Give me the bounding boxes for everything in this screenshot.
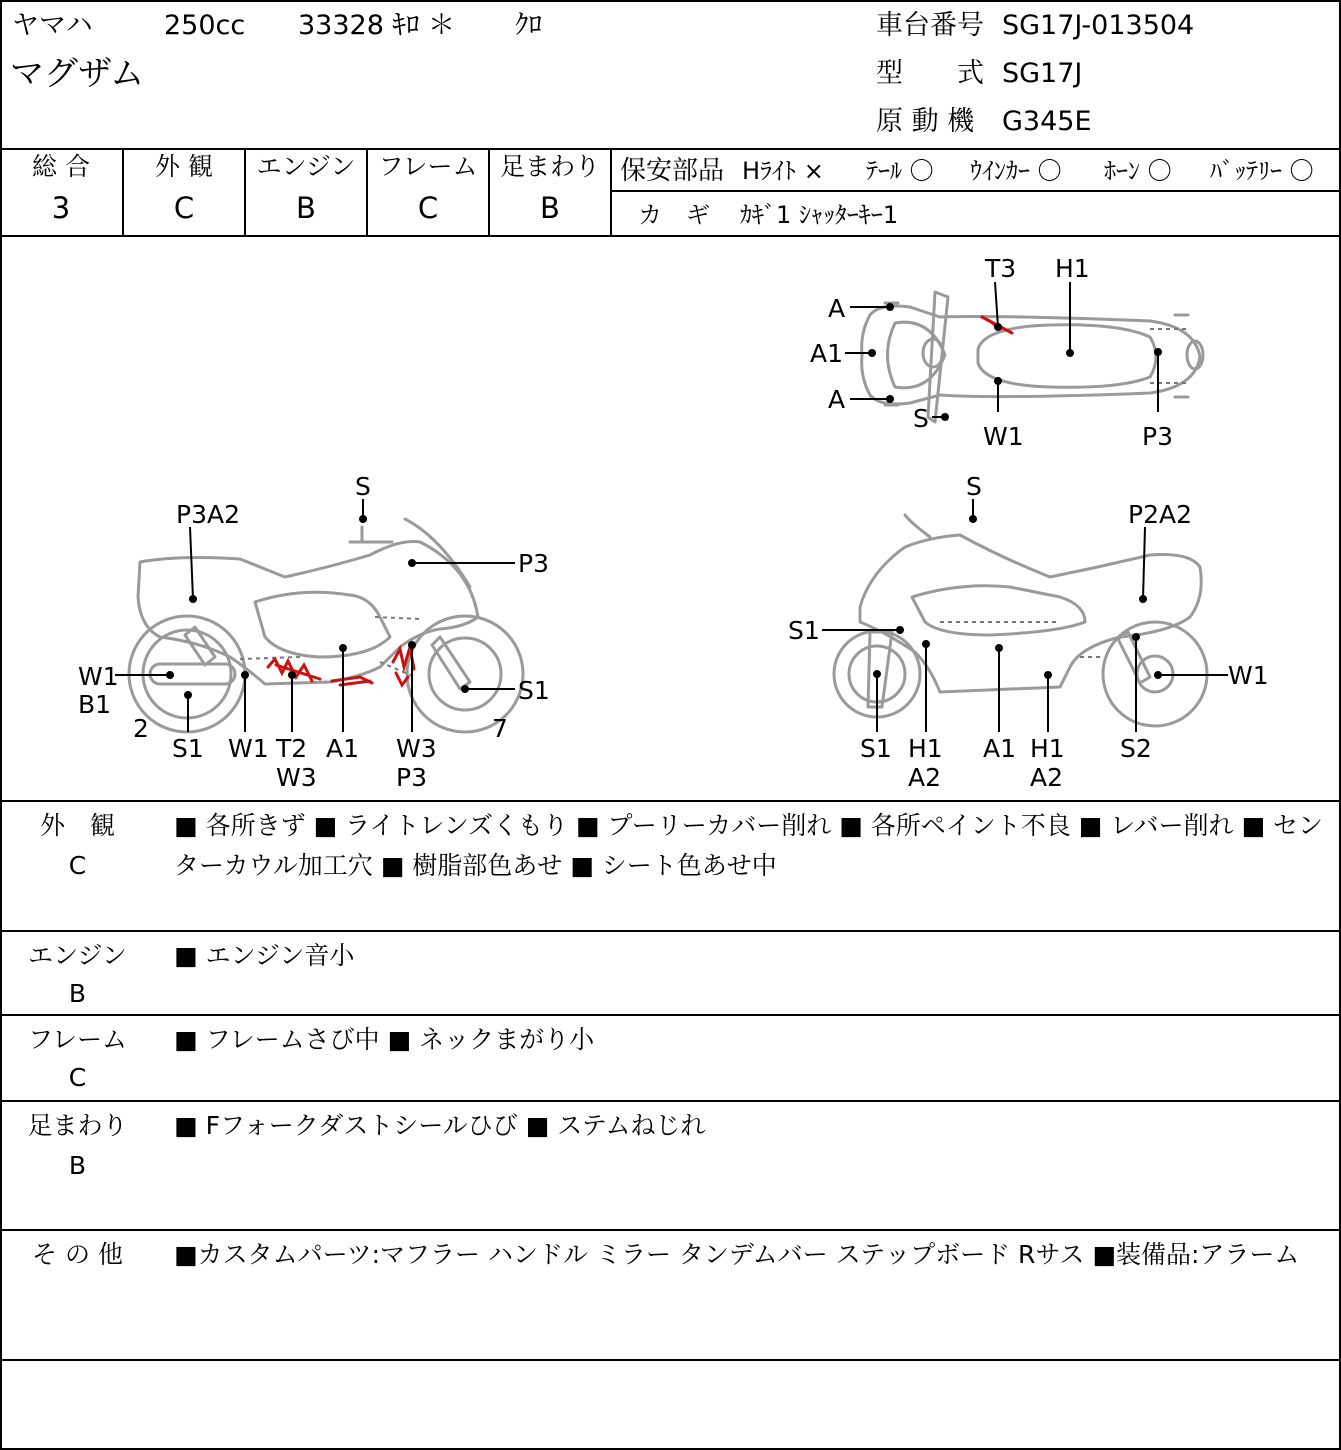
safety-item-headlight: Hﾗｲﾄ × (742, 157, 824, 185)
divider (612, 190, 1341, 192)
displacement: 250cc (164, 10, 246, 41)
type-label: 型 式 (876, 58, 984, 89)
label-7: 7 (492, 714, 508, 743)
frame-no-label: 車台番号 (876, 10, 984, 41)
frame-no: SG17J-013504 (1002, 10, 1195, 41)
divider (0, 1014, 1341, 1016)
label-p3: P3 (1142, 422, 1173, 451)
engine-label: 原 動 機 (876, 106, 975, 137)
label-s: S (966, 472, 982, 501)
label-h1: H1 (1030, 734, 1065, 763)
label-p2a2: P2A2 (1128, 500, 1192, 529)
grade-overall (0, 150, 122, 236)
grade-label: フレーム (378, 152, 478, 181)
section-other-label: そ の 他 (32, 1240, 123, 1269)
grade-label: 足まわり (499, 152, 600, 181)
label-h1: H1 (1055, 254, 1090, 283)
label-a2: A2 (908, 763, 942, 792)
label-s: S (355, 472, 371, 501)
engine-value: G345E (1002, 106, 1092, 137)
label-s1: S1 (788, 616, 820, 645)
grade-label: 外 観 (155, 152, 213, 181)
label-h1: H1 (908, 734, 943, 763)
divider (0, 1359, 1341, 1361)
label-p3: P3 (518, 549, 549, 578)
section-engine-label: エンジン (28, 941, 127, 970)
label-s1: S1 (860, 734, 892, 763)
maker: ヤマハ (12, 10, 93, 41)
section-other-text: ■カスタムパーツ:マフラー ハンドル ミラー タンデムバー ステップボード Rサス ■装備品:アラーム (174, 1240, 1300, 1269)
grade-value: 3 (51, 191, 71, 225)
section-frame-text: ■ フレームさび中 ■ ネックまがり小 (174, 1025, 595, 1054)
safety-item-horn: ﾎｰﾝ 〇 (1104, 157, 1172, 185)
label-p3a2: P3A2 (176, 500, 240, 529)
label-a: A (828, 294, 846, 323)
grade-appearance (124, 150, 244, 236)
color: ｸﾛ (515, 10, 542, 41)
section-engine-grade: B (68, 979, 87, 1008)
grade-value: B (296, 191, 316, 225)
divider (0, 1100, 1341, 1102)
safety-label: 保安部品 (620, 156, 725, 186)
mileage: 33328 ｷﾛ ＊ (298, 10, 456, 41)
label-w3: W3 (396, 734, 437, 763)
key-label: カ ギ (638, 201, 710, 229)
label-w1: W1 (1228, 661, 1269, 690)
model-name: マグザム (10, 54, 145, 94)
divider (0, 930, 1341, 932)
section-appearance-grade: C (68, 851, 87, 880)
grade-value: B (540, 191, 560, 225)
label-a2: A2 (1030, 763, 1064, 792)
label-s2: S2 (1120, 734, 1152, 763)
label-s1: S1 (518, 676, 550, 705)
safety-item-winker: ｳｲﾝｶｰ 〇 (970, 157, 1062, 185)
label-a: A (828, 385, 846, 414)
safety-item-battery: ﾊﾞｯﾃﾘｰ 〇 (1210, 157, 1314, 185)
label-w1: W1 (983, 422, 1024, 451)
grade-value: C (173, 191, 195, 225)
label-a1: A1 (810, 339, 844, 368)
type-value: SG17J (1002, 58, 1083, 89)
grade-engine (246, 150, 366, 236)
label-b1: B1 (78, 690, 112, 719)
section-suspension-text: ■ Fフォークダストシールひび ■ ステムねじれ (174, 1111, 706, 1140)
section-engine-text: ■ エンジン音小 (174, 941, 355, 970)
label-a1: A1 (983, 734, 1017, 763)
label-w1: W1 (78, 662, 119, 691)
section-frame-label: フレーム (27, 1025, 127, 1054)
divider (0, 1229, 1341, 1231)
section-appearance-label: 外 観 (39, 811, 115, 840)
section-suspension-grade: B (68, 1151, 87, 1180)
grade-value: C (417, 191, 439, 225)
label-s1: S1 (172, 734, 204, 763)
label-a1: A1 (326, 734, 360, 763)
label-w1: W1 (228, 734, 269, 763)
label-p3: P3 (396, 763, 427, 792)
divider (0, 800, 1341, 802)
label-2: 2 (133, 714, 149, 743)
scooter-top-view (862, 292, 1203, 422)
damage-diagram (0, 237, 1341, 800)
section-suspension-label: 足まわり (27, 1111, 128, 1140)
grade-label: 総 合 (32, 152, 90, 181)
divider (610, 148, 612, 237)
label-s: S (913, 404, 929, 433)
section-frame-grade: C (68, 1063, 87, 1092)
grade-frame (368, 150, 488, 236)
grade-suspension (490, 150, 610, 236)
key-value: ｶｷﾞ1 ｼｬｯﾀｰｷｰ1 (740, 201, 899, 229)
scooter-right-view (834, 515, 1207, 726)
grade-label: エンジン (256, 152, 356, 181)
section-appearance-text: ■ 各所きず ■ ライトレンズくもり ■ プーリーカバー削れ ■ 各所ペイント不良 ■ レバー削れ ■ センターカウル加工穴 ■ 樹脂部色あせ ■ シート色あせ中 (174, 811, 1324, 880)
safety-item-tail: ﾃｰﾙ 〇 (866, 157, 934, 185)
label-t2: T2 (276, 734, 308, 763)
label-w3: W3 (276, 763, 317, 792)
label-t3: T3 (985, 254, 1017, 283)
